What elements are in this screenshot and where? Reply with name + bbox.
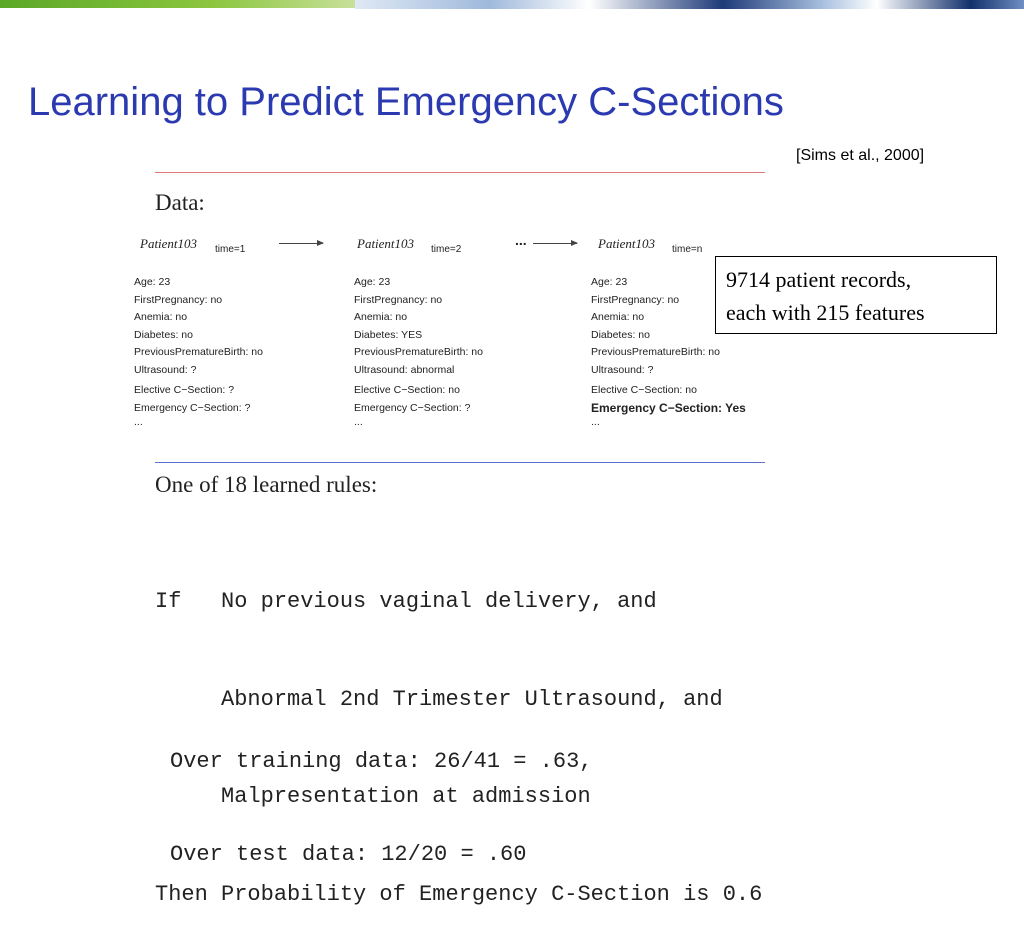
field-elective-c-section: Elective C−Section: ? [134, 384, 235, 396]
citation: [Sims et al., 2000] [796, 147, 925, 164]
patient-name-time-2: Patient103 [357, 236, 415, 251]
field-anemia: Anemia: no [134, 311, 188, 323]
field-first-pregnancy: FirstPregnancy: no [354, 293, 443, 306]
time-label-n: time=n [672, 244, 703, 255]
field-age: Age: 23 [354, 276, 391, 288]
patient-name-time-n: Patient103 [598, 236, 656, 251]
test-accuracy: Over test data: 12/20 = .60 [170, 842, 527, 867]
time-label-2: time=2 [431, 244, 462, 255]
records-callout-box [715, 256, 997, 334]
rule-line: Malpresentation at admission [155, 784, 591, 809]
field-previous-premature-birth: PreviousPrematureBirth: no [591, 346, 720, 358]
callout-line-2: each with 215 features [726, 300, 925, 325]
field-elective-c-section: Elective C−Section: no [591, 384, 697, 396]
field-age: Age: 23 [591, 276, 628, 288]
training-accuracy: Over training data: 26/41 = .63, [170, 749, 593, 774]
data-heading: Data: [155, 190, 205, 215]
middle-divider [155, 462, 765, 463]
field-ultrasound: Ultrasound: ? [591, 363, 654, 376]
rule-line: If No previous vaginal delivery, and [155, 589, 657, 614]
arrow-icon [533, 243, 577, 244]
field-age: Age: 23 [134, 276, 171, 288]
field-more: ... [354, 416, 363, 428]
field-emergency-c-section: Emergency C−Section: Yes [591, 400, 746, 415]
rules-heading: One of 18 learned rules: [155, 472, 378, 497]
patient-name-time-1: Patient103 [140, 236, 198, 251]
time-label-1: time=1 [215, 244, 246, 255]
field-diabetes: Diabetes: no [134, 328, 193, 341]
field-anemia: Anemia: no [354, 311, 408, 323]
sequence-ellipsis: ... [515, 232, 527, 248]
field-previous-premature-birth: PreviousPrematureBirth: no [354, 346, 483, 358]
arrow-icon [279, 243, 323, 244]
field-ultrasound: Ultrasound: ? [134, 363, 197, 376]
field-diabetes: Diabetes: no [591, 328, 650, 341]
field-emergency-c-section: Emergency C−Section: ? [354, 401, 471, 414]
field-previous-premature-birth: PreviousPrematureBirth: no [134, 346, 263, 358]
field-emergency-c-section: Emergency C−Section: ? [134, 401, 251, 414]
field-anemia: Anemia: no [591, 311, 645, 323]
rule-line: Abnormal 2nd Trimester Ultrasound, and [155, 686, 723, 712]
field-diabetes: Diabetes: YES [354, 328, 423, 341]
top-divider [155, 172, 765, 173]
field-more: ... [134, 416, 143, 428]
rule-accuracy-results [170, 684, 592, 901]
field-first-pregnancy: FirstPregnancy: no [134, 293, 223, 306]
field-more: ... [591, 416, 600, 428]
callout-line-1: 9714 patient records, [726, 267, 912, 292]
field-first-pregnancy: FirstPregnancy: no [591, 293, 680, 306]
field-ultrasound: Ultrasound: abnormal [354, 363, 455, 376]
patient-record-time-1 [134, 274, 263, 429]
rule-line: Then Probability of Emergency C-Section is 0.6 [155, 881, 763, 907]
field-elective-c-section: Elective C−Section: no [354, 384, 460, 396]
patient-record-time-2 [354, 274, 483, 429]
top-bar-blue-segment [355, 0, 1024, 9]
top-bar-green-segment [0, 0, 355, 8]
top-decorative-bar [0, 0, 1024, 10]
slide-title: Learning to Predict Emergency C-Sections [28, 80, 784, 124]
